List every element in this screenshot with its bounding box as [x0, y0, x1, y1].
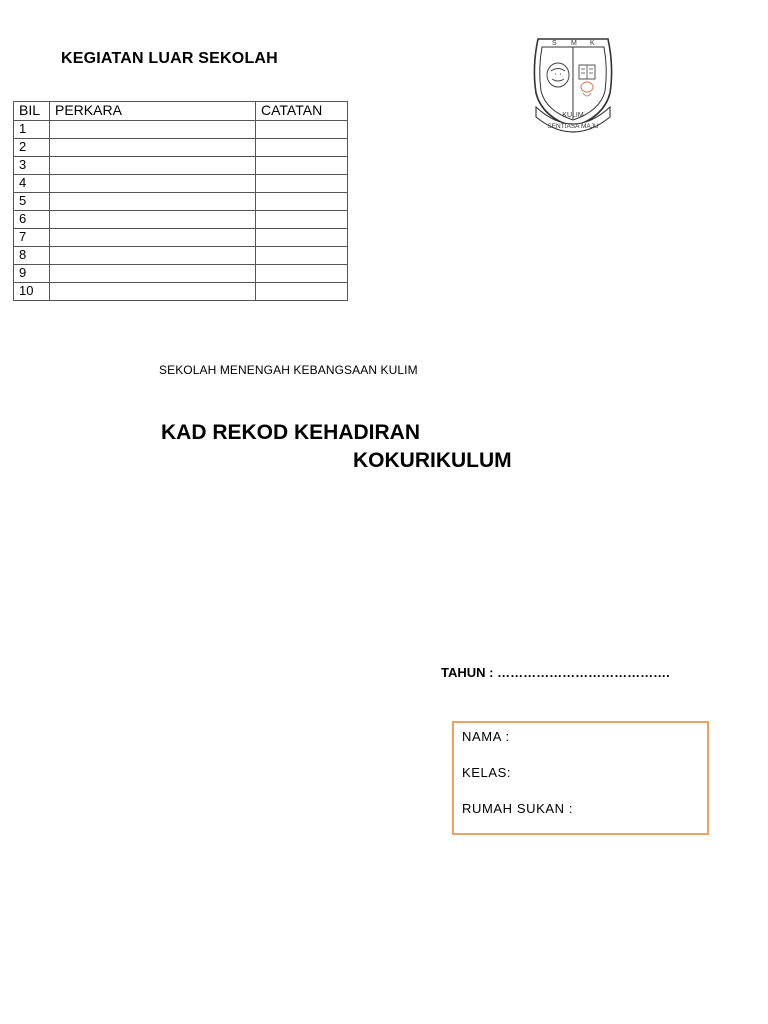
- table-row: [14, 247, 348, 265]
- column-header-perkara: PERKARA: [50, 102, 256, 121]
- catatan-cell: [256, 211, 348, 229]
- perkara-cell: [50, 193, 256, 211]
- row-number: 8: [14, 247, 50, 265]
- table-row: [14, 193, 348, 211]
- catatan-cell: [256, 283, 348, 301]
- table-row: [14, 139, 348, 157]
- table-row: [14, 211, 348, 229]
- perkara-cell: [50, 265, 256, 283]
- catatan-cell: [256, 193, 348, 211]
- card-title-line1: KAD REKOD KEHADIRAN: [161, 421, 421, 444]
- logo-letter-k: K: [590, 40, 595, 47]
- card-title-line2: KOKURIKULUM: [353, 449, 512, 472]
- name-field: NAMA :: [462, 729, 510, 744]
- table-row: [14, 265, 348, 283]
- table-row: [14, 121, 348, 139]
- logo-letter-m: M: [571, 40, 577, 47]
- row-number: 10: [14, 283, 50, 301]
- catatan-cell: [256, 139, 348, 157]
- perkara-cell: [50, 283, 256, 301]
- row-number: 6: [14, 211, 50, 229]
- row-number: 3: [14, 157, 50, 175]
- perkara-cell: [50, 247, 256, 265]
- table-row: [14, 157, 348, 175]
- row-number: 1: [14, 121, 50, 139]
- logo-letter-s: S: [552, 40, 557, 47]
- class-field: KELAS:: [462, 765, 512, 780]
- student-info-box: [452, 721, 709, 835]
- section-heading: KEGIATAN LUAR SEKOLAH: [61, 50, 278, 67]
- table-row: [14, 283, 348, 301]
- sports-house-field: RUMAH SUKAN :: [462, 801, 574, 816]
- perkara-cell: [50, 229, 256, 247]
- perkara-cell: [50, 121, 256, 139]
- perkara-cell: [50, 175, 256, 193]
- year-field: TAHUN : ………………………………….: [441, 665, 670, 680]
- perkara-cell: [50, 139, 256, 157]
- catatan-cell: [256, 265, 348, 283]
- catatan-cell: [256, 121, 348, 139]
- column-header-bil: BIL: [14, 102, 50, 121]
- logo-ribbon-kulim: KULIM: [562, 112, 584, 119]
- catatan-cell: [256, 175, 348, 193]
- catatan-cell: [256, 247, 348, 265]
- perkara-cell: [50, 157, 256, 175]
- row-number: 7: [14, 229, 50, 247]
- column-header-catatan: CATATAN: [256, 102, 348, 121]
- school-crest-logo: [530, 33, 616, 137]
- logo-ribbon-motto: SENTIASA MAJU: [547, 123, 599, 130]
- catatan-cell: [256, 157, 348, 175]
- school-name: SEKOLAH MENENGAH KEBANGSAAN KULIM: [159, 363, 418, 377]
- activity-table: [13, 101, 348, 301]
- row-number: 5: [14, 193, 50, 211]
- perkara-cell: [50, 211, 256, 229]
- table-row: [14, 229, 348, 247]
- table-row: [14, 175, 348, 193]
- catatan-cell: [256, 229, 348, 247]
- row-number: 9: [14, 265, 50, 283]
- row-number: 2: [14, 139, 50, 157]
- table-header-row: [14, 102, 348, 121]
- row-number: 4: [14, 175, 50, 193]
